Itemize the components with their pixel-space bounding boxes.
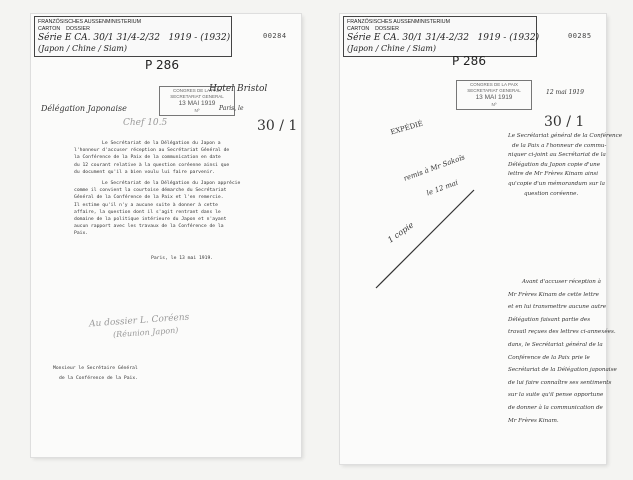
marginal-number: 30 / 1 (544, 114, 585, 130)
archive-serie: Série E CA. 30/1 31/4-2/32 (347, 33, 469, 43)
body-line: comme il convient la courtoise démarche du Secrétariat (74, 188, 227, 194)
addressee-line: Monsieur le Secrétaire Général (53, 366, 138, 371)
addressee (53, 364, 138, 384)
letter-page-right (340, 14, 623, 464)
body-line: du document qu'il a bien voulu lui faire parvenir. (74, 169, 216, 175)
archive-carton-row (38, 26, 228, 33)
body-line: Délégation faisant partie des (508, 316, 591, 323)
archive-ministry: FRANZÖSISCHES AUSSENMINISTERIUM (347, 19, 451, 25)
archive-carton-row (347, 26, 533, 33)
archive-subject: (Japon / Chine / Siam) (38, 44, 127, 53)
stamp-line-1: CONGRES DE LA PAIX (470, 82, 518, 87)
archive-carton-label: CARTON (38, 26, 61, 32)
archive-label (34, 16, 232, 57)
body-line: lettre de Mr Frères Kinam ainsi (508, 171, 599, 178)
stamp-line-4: Nº (194, 108, 200, 113)
stamp-line-2: SECRETARIAT GENERAL (170, 94, 224, 99)
archive-carton-label: CARTON (347, 26, 370, 32)
body-line: l'honneur d'accuser réception au Secrétariat Général de (74, 148, 230, 154)
date-line: Paris, le 13 mai 1919. (151, 256, 214, 261)
body-line: Mr Frères Kinam. (508, 417, 559, 424)
body-line: question coréenne. (524, 190, 579, 197)
place-line: Paris, le (219, 105, 244, 112)
archive-ministry: FRANZÖSISCHES AUSSENMINISTERIUM (38, 19, 142, 25)
delegation-letterhead: Délégation Japonaise (41, 104, 127, 113)
body-line: du 12 courant relative à la question coréenne ainsi que (74, 162, 230, 168)
body-line: Avant d'accuser réception à (522, 279, 602, 285)
stamp-line-1: CONGRES DE LA PAIX (173, 88, 221, 93)
archive-years: 1919 - (1932) (477, 33, 540, 43)
archive-serie-row (347, 33, 540, 44)
body-line: sur la suite qu'il pense opportune (508, 392, 604, 399)
archive-years: 1919 - (1932) (168, 33, 231, 43)
body-line: Le Secrétariat général de la Conférence (508, 133, 623, 139)
archive-dossier-label: DOSSIER (375, 26, 399, 32)
letter-body (74, 140, 240, 238)
body-line: de lui faire connaître ses sentiments (508, 379, 612, 386)
date-handwritten: 12 mai 1919 (546, 89, 584, 96)
body-line: qu'copie d'un mémorandum sur la (508, 180, 605, 187)
pencil-note-bottom-1: Au dossier L. Coréens (88, 312, 190, 330)
expedie-stamp: EXPÉDIÉ (389, 119, 424, 137)
reception-stamp (456, 80, 532, 110)
body-line: travail reçues des lettres ci-annexées. (508, 329, 616, 336)
handwritten-copie: 1 copie (386, 220, 416, 245)
hotel-letterhead: Hotel Bristol (209, 84, 268, 94)
pencil-annotation: Chef 10.5 (123, 118, 168, 128)
archive-serie: Série E CA. 30/1 31/4-2/32 (38, 33, 160, 43)
body-line: Paix. (74, 231, 89, 237)
handwritten-note-1: remis à Mr Sakoïs (402, 153, 466, 183)
document-number: 00284 (263, 32, 287, 40)
body-line: Délégation du Japon copie d'une (508, 161, 601, 168)
body-line: Général de la Conférence de la Paix et l'en remercie. (74, 195, 224, 201)
addressee-line: de la Conférence de la Paix. (59, 376, 139, 381)
body-line: et en lui transmettre aucune autre (508, 304, 607, 311)
marginal-number: 30 / 1 (257, 118, 298, 134)
body-line: Conférence de la Paix prie le (508, 354, 590, 361)
stamp-line-4: Nº (491, 102, 497, 107)
archive-subject: (Japon / Chine / Siam) (347, 44, 436, 53)
body-line: affaire, la question dont il s'agit rentrant dans le (74, 209, 221, 215)
body-line: Le Secrétariat de la Délégation du Japon a (102, 141, 221, 146)
handwritten-body-b (508, 276, 617, 427)
archive-dossier-label: DOSSIER (66, 26, 90, 32)
body-line: dans, le Secrétariat général de la (508, 341, 603, 348)
handwritten-body-a (508, 132, 622, 199)
letter-page-left (31, 14, 301, 457)
body-line: Secrétariat de la Délégation japonaise (508, 367, 617, 374)
page-reference: P 286 (452, 54, 486, 68)
handwritten-note-2: le 12 mai (425, 178, 460, 198)
stamp-date: 13 MAI 1919 (178, 100, 216, 107)
body-line: de la Paix a l'honneur de commu- (512, 142, 607, 149)
body-line: Il estime qu'il n'y a aucune suite à donner à cette (74, 202, 218, 208)
page-reference: P 286 (145, 58, 179, 72)
body-line: Le Secrétariat de la Délégation du Japon apprécie (102, 181, 241, 187)
body-line: de donner à la communication de (508, 404, 603, 411)
document-number: 00285 (568, 32, 592, 40)
archive-serie-row (38, 33, 231, 44)
diagonal-stroke (370, 184, 480, 294)
body-line: la Conférence de la Paix de la communication en date (74, 155, 221, 161)
body-line: domaine de la politique intérieure du Japon et n'ayant (74, 217, 227, 223)
stamp-line-2: SECRETARIAT GENERAL (467, 88, 521, 93)
body-line: niquer ci-joint au Secrétariat de la (508, 152, 606, 159)
pencil-note-bottom-2: (Réunion Japon) (112, 325, 179, 340)
archive-label (343, 16, 540, 57)
stamp-date: 13 MAI 1919 (475, 94, 513, 101)
body-line: aucun rapport avec les travaux de la Conférence de la (74, 224, 224, 230)
body-line: Mr Frères Kinam de cette lettre (508, 291, 599, 298)
